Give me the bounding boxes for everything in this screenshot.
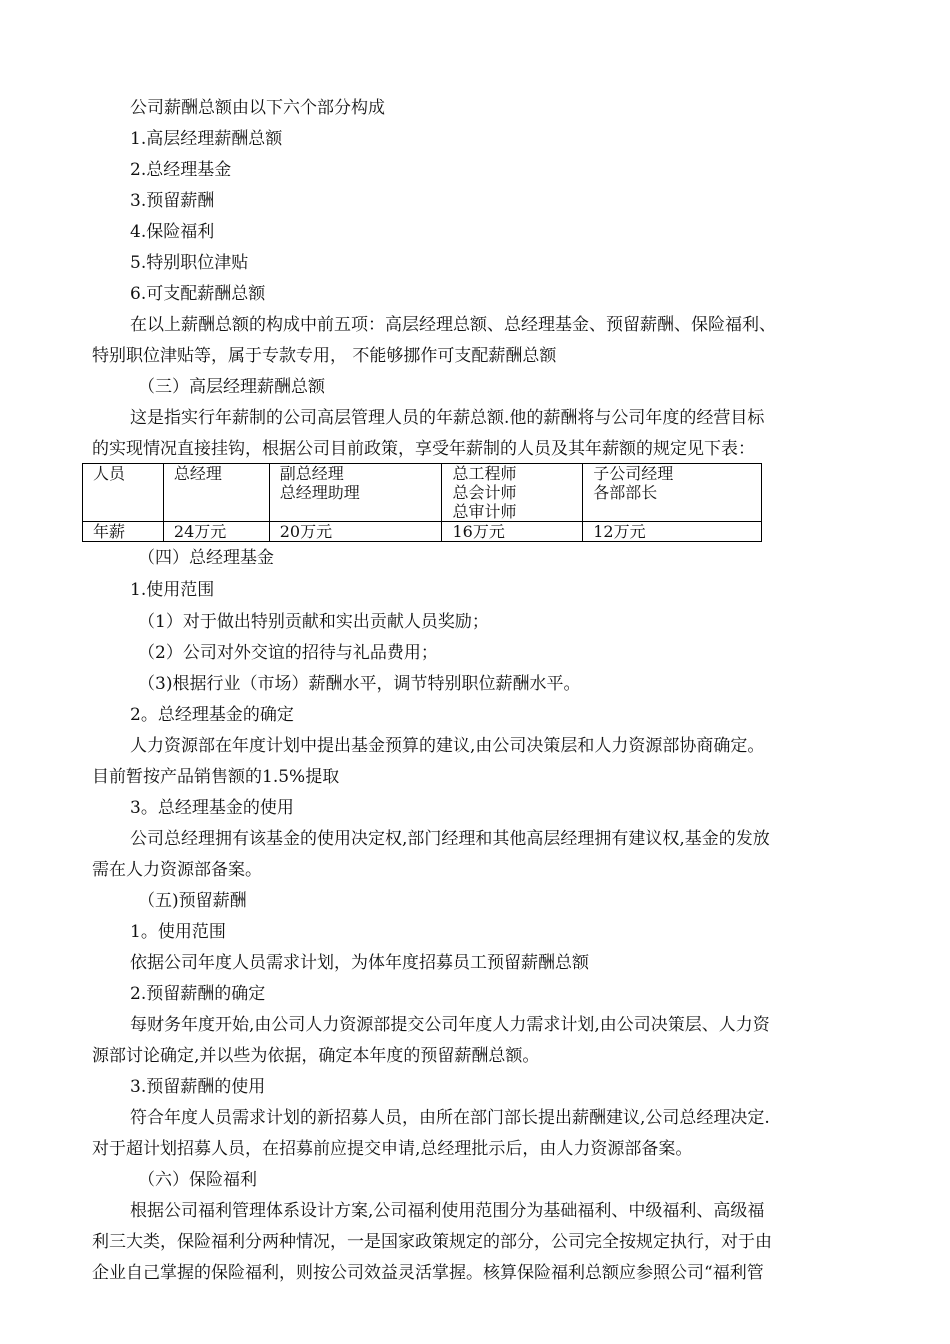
- section-4-sub-3-line-2: 需在人力资源部备案。: [92, 860, 262, 880]
- salary-table: [82, 463, 762, 542]
- table-cell-salary-1: 24万元: [163, 522, 269, 542]
- table-cell-salary-2: 20万元: [269, 522, 442, 542]
- table-row: [83, 464, 762, 522]
- section-6-title: （六）保险福利: [138, 1170, 257, 1190]
- intro-item-5: 5.特别职位津贴: [130, 253, 249, 273]
- table-cell-salary-3: 16万元: [442, 522, 583, 542]
- section-5-sub-3-line-2: 对于超计划招募人员，在招募前应提交申请,总经理批示后，由人力资源部备案。: [92, 1139, 693, 1159]
- section-6-line-2: 利三大类，保险福利分两种情况，一是国家政策规定的部分，公司完全按规定执行，对于由: [92, 1232, 772, 1252]
- table-cell-salary-label: 年薪: [83, 522, 164, 542]
- intro-item-4: 4.保险福利: [130, 222, 215, 242]
- intro-note-line-1: 在以上薪酬总额的构成中前五项：高层经理总额、总经理基金、预留薪酬、保险福利、: [130, 315, 776, 335]
- section-3-para-line-1: 这是指实行年薪制的公司高层管理人员的年薪总额.他的薪酬将与公司年度的经营目标: [130, 408, 765, 428]
- section-3-title: （三）高层经理薪酬总额: [138, 377, 325, 397]
- section-4-item-2: （2）公司对外交谊的招待与礼品费用；: [138, 643, 438, 663]
- intro-note-line-2: 特别职位津贴等，属于专款专用， 不能够挪作可支配薪酬总额: [92, 346, 557, 366]
- section-4-sub-3: 3。总经理基金的使用: [130, 798, 294, 818]
- section-4-sub-2-line-2: 目前暂按产品销售额的1.5%提取: [92, 767, 340, 787]
- section-5-sub-3-line-1: 符合年度人员需求计划的新招募人员，由所在部门部长提出薪酬建议,公司总经理决定.: [130, 1108, 770, 1128]
- section-4-item-3: （3)根据行业（市场）薪酬水平，调节特别职位薪酬水平。: [138, 674, 581, 694]
- intro-item-3: 3.预留薪酬: [130, 191, 215, 211]
- table-cell-personnel-4: 子公司经理 各部部长: [583, 464, 762, 522]
- section-5-title: （五)预留薪酬: [138, 891, 247, 911]
- section-5-sub-2: 2.预留薪酬的确定: [130, 984, 266, 1004]
- section-4-title: （四）总经理基金: [138, 548, 274, 568]
- section-4-item-1: （1）对于做出特别贡献和实出贡献人员奖励；: [138, 612, 489, 632]
- intro-heading: 公司薪酬总额由以下六个部分构成: [130, 98, 385, 118]
- intro-item-1: 1.高层经理薪酬总额: [130, 129, 283, 149]
- section-4-sub-2-line-1: 人力资源部在年度计划中提出基金预算的建议,由公司决策层和人力资源部协商确定。: [130, 736, 765, 756]
- section-5-sub-1: 1。使用范围: [130, 922, 226, 942]
- section-5-sub-2-line-2: 源部讨论确定,并以些为依据，确定本年度的预留薪酬总额。: [92, 1046, 540, 1066]
- table-row: [83, 522, 762, 542]
- intro-item-2: 2.总经理基金: [130, 160, 232, 180]
- intro-item-6: 6.可支配薪酬总额: [130, 284, 266, 304]
- table-cell-personnel-3: 总工程师 总会计师 总审计师: [442, 464, 583, 522]
- section-4-sub-2: 2。总经理基金的确定: [130, 705, 294, 725]
- section-6-line-3: 企业自己掌握的保险福利，则按公司效益灵活掌握。核算保险福利总额应参照公司“福利管: [92, 1263, 764, 1283]
- table-cell-personnel-label: 人员: [83, 464, 164, 522]
- section-6-line-1: 根据公司福利管理体系设计方案,公司福利使用范围分为基础福利、中级福利、高级福: [130, 1201, 765, 1221]
- section-4-sub-1: 1.使用范围: [130, 580, 215, 600]
- section-4-sub-3-line-1: 公司总经理拥有该基金的使用决定权,部门经理和其他高层经理拥有建议权,基金的发放: [130, 829, 770, 849]
- table-cell-salary-4: 12万元: [583, 522, 762, 542]
- table-cell-personnel-2: 副总经理 总经理助理: [269, 464, 442, 522]
- section-3-para-line-2: 的实现情况直接挂钩，根据公司目前政策，享受年薪制的人员及其年薪额的规定见下表：: [92, 439, 755, 459]
- section-5-sub-1-line-1: 依据公司年度人员需求计划，为体年度招募员工预留薪酬总额: [130, 953, 589, 973]
- section-5-sub-3: 3.预留薪酬的使用: [130, 1077, 266, 1097]
- table-cell-personnel-1: 总经理: [163, 464, 269, 522]
- section-5-sub-2-line-1: 每财务年度开始,由公司人力资源部提交公司年度人力需求计划,由公司决策层、人力资: [130, 1015, 770, 1035]
